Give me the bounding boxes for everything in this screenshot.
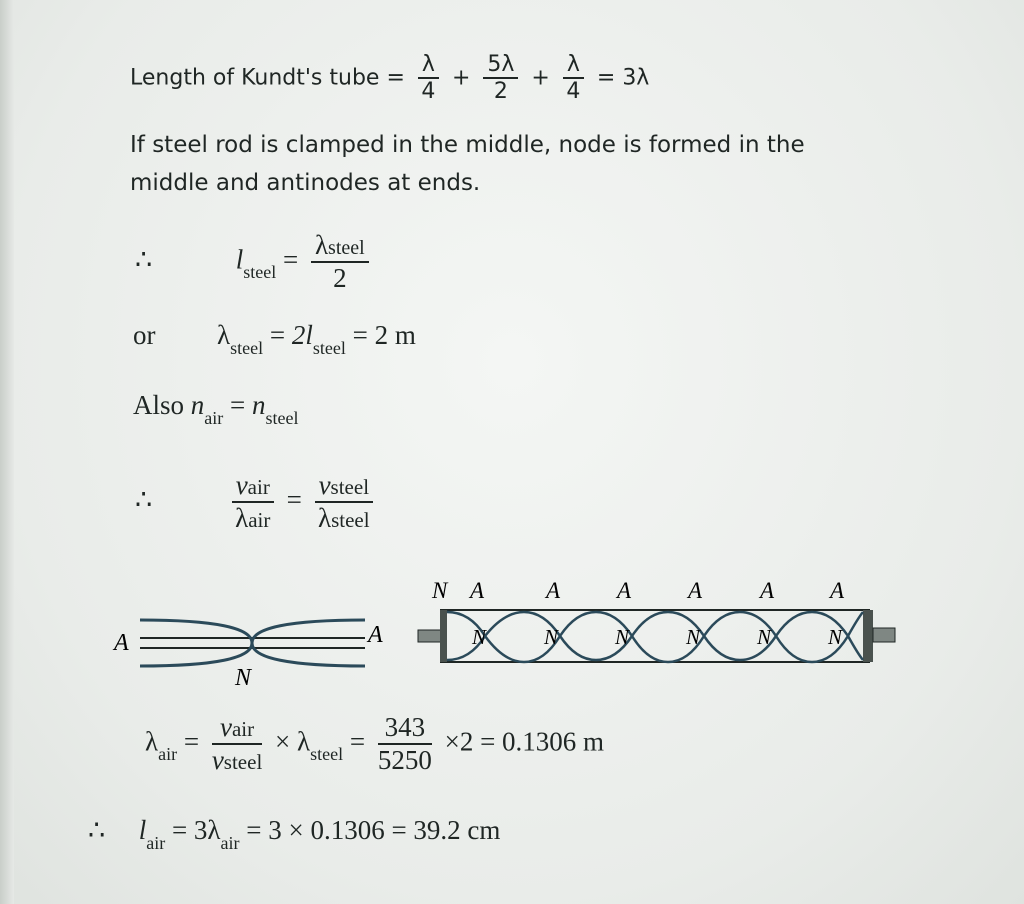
tube-inner-label: N [828, 625, 843, 649]
therefore-symbol: ∴ [135, 244, 153, 275]
equals-sign: = [386, 65, 405, 91]
fraction-lambda-4 [418, 52, 439, 105]
equals-sign: = [596, 65, 616, 91]
numerator [232, 470, 274, 503]
kundt-length-line [130, 52, 649, 105]
numerator: λ [563, 52, 584, 79]
equals-sign: = [183, 726, 200, 757]
subscript-steel: steel [330, 475, 370, 499]
numerator: λ [418, 52, 439, 79]
denominator: 2 [333, 263, 347, 294]
equals-sign: = [230, 390, 246, 420]
tube-top-label: A [688, 578, 703, 603]
subscript-air: air [146, 833, 166, 853]
plus-sign: + [451, 65, 471, 91]
times-sign: × [275, 726, 291, 757]
equals-sign: = [269, 320, 286, 350]
therefore-symbol: ∴ [88, 815, 106, 845]
label-n: N [235, 665, 252, 691]
wave-curve [140, 620, 365, 666]
symbol-v: v [235, 470, 248, 500]
fraction-lambda-steel-2 [311, 230, 369, 294]
symbol-v: v [219, 712, 232, 742]
plus-sign: + [531, 65, 550, 91]
symbol-n: n [251, 390, 266, 420]
three-lambda: = 3λ [171, 815, 221, 845]
lambda-air-equation [145, 712, 604, 776]
subscript-steel: steel [243, 262, 277, 283]
tube-top-label: A [830, 578, 845, 603]
tube-top-label: A [617, 578, 632, 603]
fraction-343-5250 [378, 712, 432, 776]
label-a-left: A [114, 630, 129, 656]
subscript-air: air [204, 408, 224, 428]
frequency-equation [133, 390, 299, 428]
kundt-label: Length of Kundt's tube [130, 65, 380, 91]
denominator: 5250 [377, 745, 432, 776]
denominator [212, 745, 262, 776]
denominator [232, 503, 274, 534]
final-result: = 3 × 0.1306 = 39.2 cm [246, 815, 501, 845]
subscript-steel: steel [328, 237, 365, 259]
numerator [315, 470, 373, 503]
tube-inner-label: N [757, 625, 772, 649]
page-edge [0, 0, 14, 904]
rod-mode-diagram [110, 600, 400, 695]
tube-top-label: N [432, 578, 448, 603]
tube-top-label: A [546, 578, 561, 603]
numerator: 5λ [483, 52, 518, 79]
lambda: λ [145, 726, 159, 757]
symbol-n: n [190, 390, 205, 420]
tube-inner-label: N [686, 625, 701, 649]
equals-sign: = [282, 244, 299, 275]
subscript-air: air [220, 833, 240, 853]
wave-curve [447, 612, 863, 660]
subscript-steel: steel [310, 744, 344, 765]
velocity-ratio-equation [135, 470, 379, 534]
subscript-steel: steel [265, 408, 299, 428]
fraction-vair-vsteel [212, 712, 262, 776]
end-plug [863, 610, 873, 662]
equals-sign: = [349, 726, 366, 757]
final-length-equation [88, 815, 501, 853]
symbol-v: v [318, 470, 331, 500]
subscript-steel: steel [312, 338, 346, 358]
denominator: 4 [566, 79, 581, 105]
denominator: 4 [421, 79, 436, 105]
also-word: Also [133, 390, 185, 420]
clamp-text-line1: If steel rod is clamped in the middle, node is formed in the [130, 132, 805, 158]
times-two-result: ×2 = 0.1306 m [444, 726, 605, 757]
tube-inner-label: N [544, 625, 559, 649]
tube-top-label: A [760, 578, 775, 603]
lambda-steel-equation [133, 320, 416, 358]
label-a-right: A [368, 622, 383, 648]
lambda: λ [297, 726, 311, 757]
numerator [311, 230, 369, 263]
fraction-5lambda-2 [483, 52, 518, 105]
subscript-air: air [247, 475, 270, 499]
kundt-tube-diagram [410, 572, 905, 677]
end-stub [873, 628, 895, 642]
subscript-steel: steel [331, 508, 370, 533]
lambda: λ [314, 230, 329, 260]
symbol-l: l [138, 815, 147, 845]
two-l: 2l [291, 320, 313, 350]
rod-stub [418, 630, 442, 642]
subscript-air: air [158, 744, 178, 765]
tube-inner-label: N [472, 625, 487, 649]
disc-left [440, 610, 447, 662]
wave-curve [447, 612, 863, 662]
subscript-air: air [231, 717, 255, 741]
numerator [212, 712, 262, 745]
or-word: or [133, 320, 156, 350]
denominator: 2 [493, 79, 508, 105]
fraction-vsteel-lambdasteel [315, 470, 373, 534]
clamp-text-line2: middle and antinodes at ends. [130, 170, 481, 196]
fraction-vair-lambdaair [232, 470, 274, 534]
lambda: λ [318, 503, 332, 534]
subscript-steel: steel [223, 750, 263, 775]
l-steel-equation [135, 230, 375, 294]
equals-sign: = [286, 484, 302, 515]
subscript-steel: steel [230, 338, 264, 358]
fraction-lambda-4 [563, 52, 584, 105]
therefore-symbol: ∴ [135, 484, 153, 515]
lambda: λ [217, 320, 231, 350]
denominator [315, 503, 373, 534]
tube-inner-label: N [615, 625, 630, 649]
symbol-v: v [211, 745, 224, 776]
two-meters: = 2 m [352, 320, 416, 350]
result: 3λ [622, 65, 650, 91]
subscript-air: air [248, 508, 271, 533]
tube-top-label: A [470, 578, 485, 603]
lambda: λ [235, 503, 249, 534]
symbol-l: l [235, 244, 244, 275]
numerator: 343 [378, 712, 432, 745]
